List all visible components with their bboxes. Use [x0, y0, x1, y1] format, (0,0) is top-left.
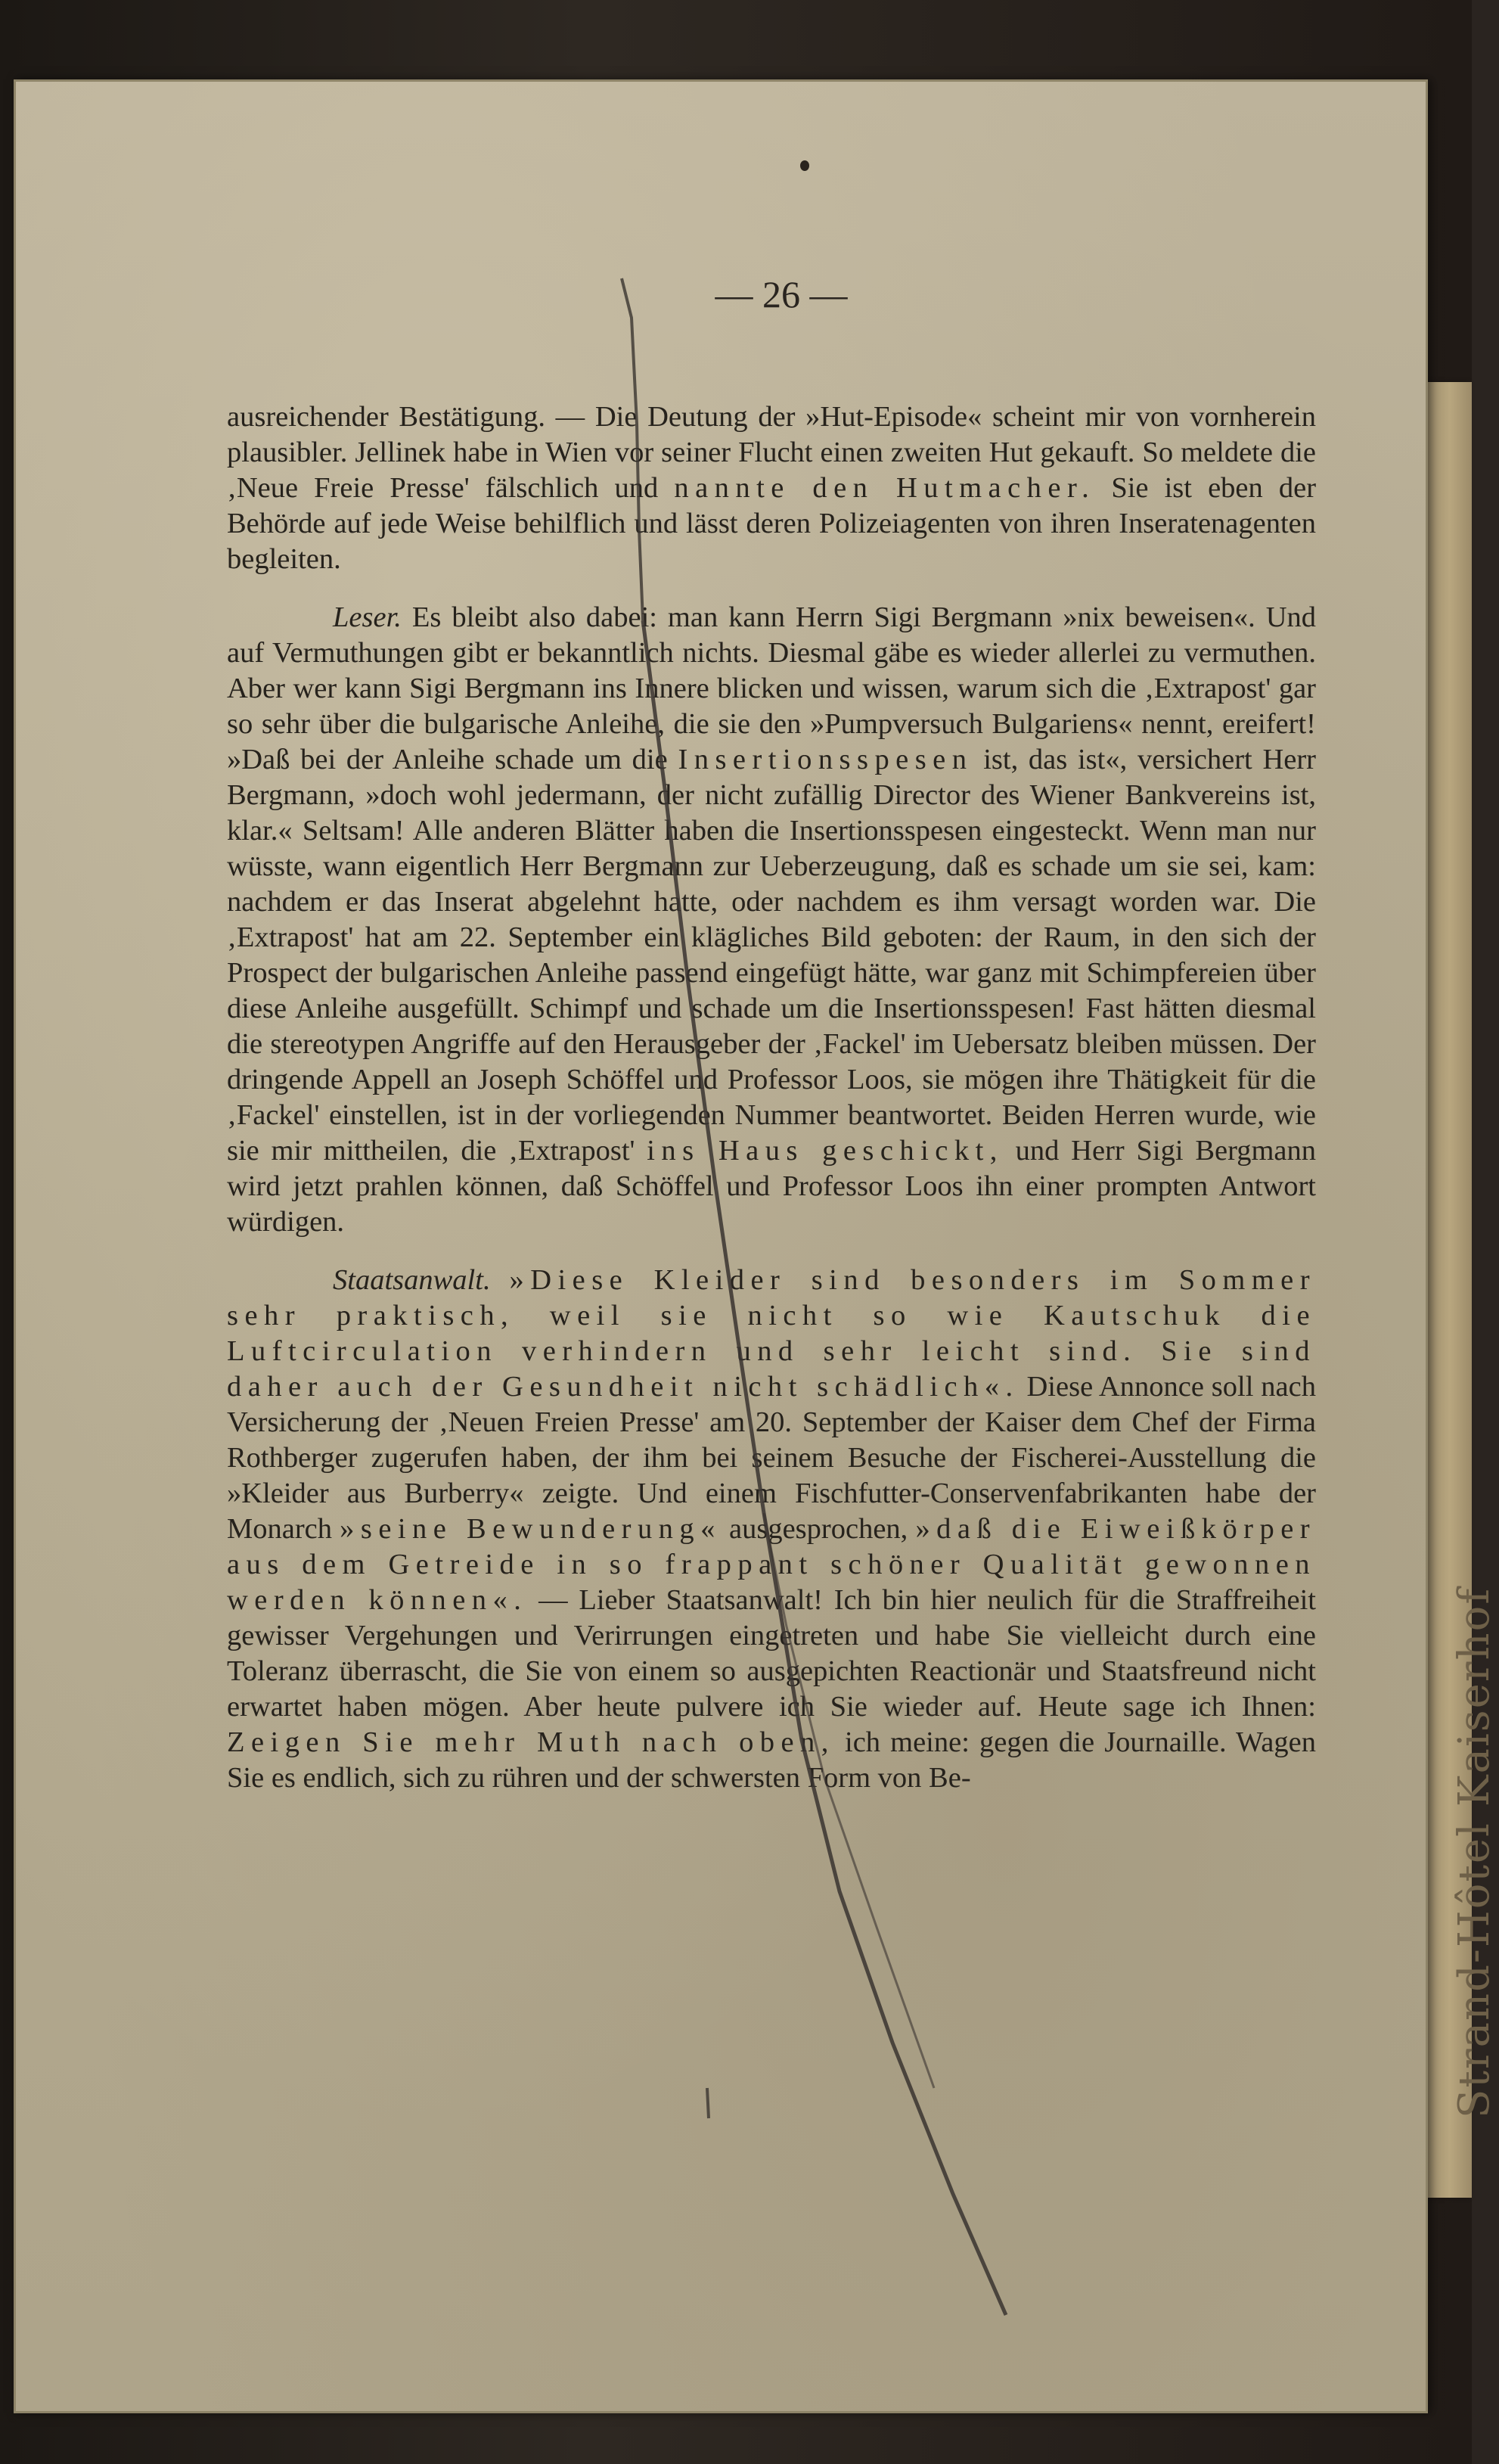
text-run: — Lieber Staatsanwalt! Ich bin hier neulich für die Straffreiheit gewisser Vergehungen und Verirrungen eingetreten und habe Sie vielleicht durch eine Toleranz überrascht, die Sie von einem so ausgepichten Reactionär und Staatsfreund nicht erwartet haben mögen. Aber heute pulvere ich Sie wieder auf. Heute sage ich Ihnen:	[227, 1584, 1317, 1723]
text-run: Es bleibt also dabei: man kann Herrn Sigi Bergmann »nix beweisen«. Und auf Vermuthungen gibt er bekanntlich nichts. Diesmal gäbe es wieder allerlei zu vermuthen. Aber wer kann Sigi Bergmann ins Innere blicken und wissen, warum sich die ‚Extrapost' gar so sehr über die bulgarische Anleihe, die sie den »Pumpversuch Bulgariens« nennt, ereifert! »Daß bei der Anleihe schade um die	[227, 601, 1317, 775]
spaced-text: nannte den Hutmacher.	[674, 472, 1096, 504]
speaker-label: Staatsanwalt.	[333, 1264, 491, 1296]
side-strip-label: Strand-Hôtel Kaiserhof	[1450, 1586, 1499, 2118]
spaced-text: »daß die Eiweißkörper aus dem Getreide in so frappant schöner Qualität gewonnen werden können«.	[227, 1513, 1317, 1616]
page-number: — 26 —	[715, 273, 848, 315]
text-run: ist, das ist«, versichert Herr Bergmann, »doch wohl jedermann, der nicht zufällig Director des Wiener Bankvereins ist, klar.« Seltsam! Alle anderen Blätter haben die Insertionsspesen eingesteckt. Wenn man nur wüsste, wann eigentlich Herr Bergmann zur Ueberzeugung, daß es schade um sie sei, kam: nachdem er das Inserat abgelehnt hatte, oder nachdem es ihm versagt worden war. Die ‚Extrapost' hat am 22. September ein klägliches Bild geboten: der Raum, in den sich der Prospect der bulgarischen Anleihe passend eingefügt hätte, war ganz mit Schimpfereien über diese Anleihe ausgefüllt. Schimpf und schade um die Insertionsspesen! Fast hätten diesmal die stereotypen Angriffe auf den Herausgeber der ‚Fackel' im Uebersatz bleiben müssen. Der dringende Appell an Joseph Schöffel und Professor Loos, sie mögen ihre Thätigkeit für die ‚Fackel' einstellen, ist in der vorliegenden Nummer beantwortet. Beiden Herren wurde, wie sie mir mittheilen, die ‚Extrapost'	[227, 744, 1317, 1167]
section-staatsanwalt	[227, 1263, 1316, 1796]
text-run: ausgesprochen,	[729, 1513, 908, 1545]
ink-dot	[800, 160, 809, 171]
text-run: Sie ist eben der Behörde auf jede Weise behilflich und lässt deren Polizeiagenten von ihren Inseratenagenten begleiten.	[227, 472, 1317, 575]
spaced-text: Insertionsspesen	[678, 744, 973, 775]
text-run: Diese Annonce soll nach Versicherung der ‚Neuen Freien Presse' am 20. September der Kaiser dem Chef der Firma Rothberger zugerufen haben, der ihm bei seinem Besuche der Fischerei-Ausstellung die »Kleider aus Burberry« zeigte. Und einem Fischfutter-Conservenfabrikanten habe der Monarch	[227, 1371, 1316, 1545]
text-run: und Herr Sigi Bergmann wird jetzt prahlen können, daß Schöffel und Professor Loos ihn einer prompten Antwort würdigen.	[227, 1135, 1317, 1238]
spaced-text: Zeigen Sie mehr Muth nach oben,	[227, 1726, 835, 1758]
spaced-text: »seine Bewunderung«	[340, 1513, 722, 1545]
spaced-text: »Diese Kleider sind besonders im Sommer sehr praktisch, weil sie nicht so wie Kautschuk die Luftcirculation verhindern und sehr leicht sind. Sie sind daher auch der Gesundheit nicht schädlich«.	[227, 1264, 1317, 1403]
text-run: ich meine: gegen die Journaille. Wagen Sie es endlich, sich zu rühren und der schwersten Form von Be-	[227, 1726, 1316, 1794]
paragraph-hut-episode	[227, 399, 1316, 577]
spaced-text: ins Haus geschickt,	[647, 1135, 1004, 1167]
body-text	[227, 399, 1316, 1796]
speaker-label: Leser.	[333, 601, 402, 633]
section-leser	[227, 600, 1316, 1240]
text-run: ausreichender Bestätigung. — Die Deutung der »Hut-Episode« scheint mir von vornherein plausibler. Jellinek habe in Wien vor seiner Flucht einen zweiten Hut gekauft. So meldete die ‚Neue Freie Presse' fälschlich und	[227, 401, 1316, 504]
